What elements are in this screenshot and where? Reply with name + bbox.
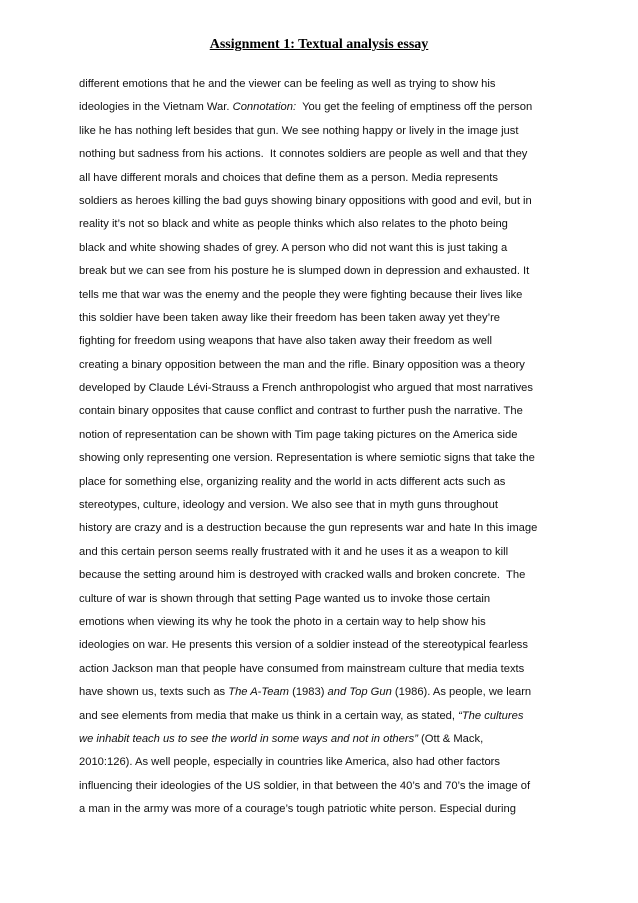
italic-text-segment: Connotation: bbox=[232, 101, 297, 114]
body-line bbox=[79, 775, 569, 798]
body-line bbox=[79, 588, 569, 611]
text-segment: place for something else, organizing reality and the world in acts different acts such as bbox=[79, 475, 506, 488]
text-segment: stereotypes, culture, ideology and version. We also see that in myth guns throughout bbox=[79, 499, 498, 512]
body-line bbox=[79, 564, 569, 587]
text-segment: like he has nothing left besides that gun. We see nothing happy or lively in the image just bbox=[79, 124, 519, 137]
text-segment: break but we can see from his posture he is slumped down in depression and exhausted. It bbox=[79, 265, 530, 278]
text-segment: and see elements from media that make us think in a certain way, as stated, bbox=[79, 709, 459, 722]
italic-text-segment: and Top Gun bbox=[327, 686, 392, 699]
text-segment: contain binary opposites that cause conflict and contrast to further push the narrative. The bbox=[79, 405, 523, 418]
body-line bbox=[79, 237, 569, 260]
body-line bbox=[79, 705, 569, 728]
text-segment: culture of war is shown through that setting Page wanted us to invoke those certain bbox=[79, 592, 491, 605]
text-segment: (Ott & Mack, bbox=[417, 732, 484, 745]
italic-text-segment: we inhabit teach us to see the world in some ways and not in others” bbox=[79, 732, 418, 745]
text-segment: (1983) bbox=[288, 686, 328, 699]
text-segment: creating a binary opposition between the man and the rifle. Binary opposition was a theory bbox=[79, 358, 525, 371]
body-line bbox=[79, 307, 569, 330]
text-segment: developed by Claude Lévi-Strauss a French anthropologist who argued that most narratives bbox=[79, 382, 533, 395]
body-line bbox=[79, 167, 569, 190]
body-line bbox=[79, 798, 569, 821]
body-line bbox=[79, 471, 569, 494]
body-line bbox=[79, 73, 569, 96]
body-line bbox=[79, 330, 569, 353]
text-segment: tells me that war was the enemy and the people they were fighting because their lives like bbox=[79, 288, 523, 301]
body-line bbox=[79, 190, 569, 213]
text-segment: this soldier have been taken away like their freedom has been taken away yet they’re bbox=[79, 311, 501, 324]
text-segment: reality it’s not so black and white as people thinks which also relates to the photo being bbox=[79, 218, 508, 231]
text-segment: 2010:126). As well people, especially in countries like America, also had other factors bbox=[79, 756, 501, 769]
body-line bbox=[79, 400, 569, 423]
body-line bbox=[79, 658, 569, 681]
body-line bbox=[79, 424, 569, 447]
body-line bbox=[79, 260, 569, 283]
body-line bbox=[79, 143, 569, 166]
body-line bbox=[79, 681, 569, 704]
text-segment: ideologies in the Vietnam War. bbox=[79, 101, 233, 114]
body-line bbox=[79, 284, 569, 307]
body-line bbox=[79, 377, 569, 400]
body-line bbox=[79, 517, 569, 540]
body-line bbox=[79, 751, 569, 774]
text-segment: have shown us, texts such as bbox=[79, 686, 229, 699]
text-segment: nothing but sadness from his actions. It connotes soldiers are people as well and that they bbox=[79, 148, 528, 161]
text-segment: ideologies on war. He presents this version of a soldier instead of the stereotypical fearless bbox=[79, 639, 528, 652]
text-segment: and this certain person seems really frustrated with it and he uses it as a weapon to kill bbox=[79, 545, 509, 558]
text-segment: showing only representing one version. Representation is where semiotic signs that take the bbox=[79, 452, 535, 465]
text-segment: different emotions that he and the viewer can be feeling as well as trying to show his bbox=[79, 78, 496, 90]
body-line bbox=[79, 494, 569, 517]
essay-body bbox=[79, 73, 569, 822]
text-segment: fighting for freedom using weapons that have also taken away their freedom as well bbox=[79, 335, 492, 348]
text-segment: black and white showing shades of grey. A person who did not want this is just taking a bbox=[79, 241, 508, 254]
body-line bbox=[79, 611, 569, 634]
italic-text-segment: The A-Team bbox=[228, 686, 289, 699]
text-segment: because the setting around him is destroyed with cracked walls and broken concrete. The bbox=[79, 569, 526, 582]
body-line bbox=[79, 541, 569, 564]
text-segment: all have different morals and choices that define them as a person. Media represents bbox=[79, 171, 498, 184]
body-line bbox=[79, 354, 569, 377]
text-segment: soldiers as heroes killing the bad guys showing binary oppositions with good and evil, but in bbox=[79, 194, 532, 207]
body-line bbox=[79, 120, 569, 143]
text-segment: notion of representation can be shown with Tim page taking pictures on the America side bbox=[79, 428, 518, 441]
text-segment: a man in the army was more of a courage’s tough patriotic white person. Especial during bbox=[79, 803, 516, 816]
text-segment: history are crazy and is a destruction because the gun represents war and hate In this image bbox=[79, 522, 538, 535]
body-line bbox=[79, 634, 569, 657]
text-segment: (1986). As people, we learn bbox=[391, 686, 532, 699]
text-segment: action Jackson man that people have consumed from mainstream culture that media texts bbox=[79, 662, 525, 675]
body-line bbox=[79, 213, 569, 236]
text-segment: You get the feeling of emptiness off the person bbox=[296, 101, 533, 114]
text-segment: influencing their ideologies of the US soldier, in that between the 40’s and 70’s the image of bbox=[79, 779, 531, 792]
text-segment: emotions when viewing its why he took the photo in a certain way to help show his bbox=[79, 615, 486, 628]
page-title: Assignment 1: Textual analysis essay bbox=[209, 37, 429, 52]
body-line bbox=[79, 728, 569, 751]
body-line bbox=[79, 96, 569, 119]
italic-text-segment: “The cultures bbox=[458, 709, 524, 722]
body-line bbox=[79, 447, 569, 470]
